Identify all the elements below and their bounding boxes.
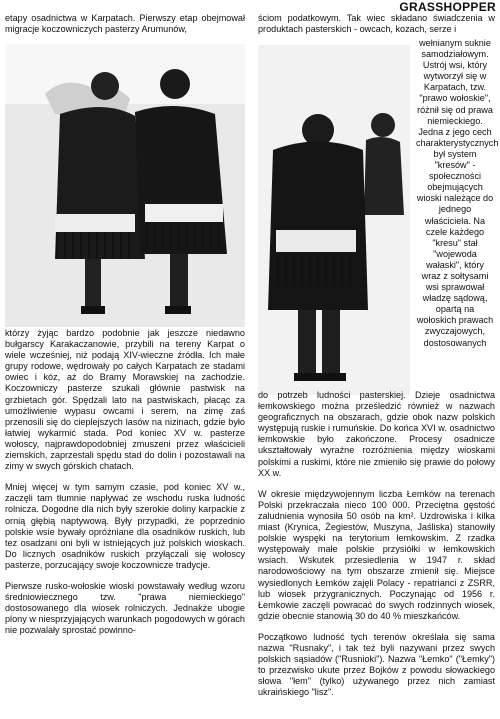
left-column-intro xyxy=(5,13,245,35)
paragraph: ściom podatkowym. Tak wiec składano świadczenia w produktach pasterskich - owcach, kozach, serze i xyxy=(258,13,495,35)
right-column-body xyxy=(258,390,495,698)
paragraph: W okresie międzywojennym liczba Łemków na terenach Polski przekraczała nieco 100 000. Przeciętna gęstość zaludnienia wynosiła 50 osób na km². Uzdrowiska i kilka miast (Krynica, Żegiestów, Muszyna, Jaśliska) stanowiły polskie wyspęki na terytorium łemkowskim. Z rzadka występowały małe polskie przysiółki w łemkowskich wsiach. Wskutek przesiedlenia w 1947 r. skład narodowościowy na tym obszarze zmienił się. Miejsce wysiedlonych Łemków zajęli Polacy - repatrianci z ZSRR, lub wiosek przygranicznych. Poczynając od 1956 r. Łemkowie zaczęli powracać do swych rodzinnych wiosek, gdzie obecnie stanowią 30 do 40 % mieszkańców. xyxy=(258,488,495,621)
paragraph: wełnianym suknie samodziałowym. Ustrój wsi, który wytworzył się w Karpatach, tzw. "prawo wołoskie", różnił się od prawa niemieckiego. Jedna z jego cech charakterystycznych był system "kresów" - społeczności obejmujących wioski należące do jednego właściciela. Na czele każdego "kresu" stał "wojewoda wałaski", który wraz z sołtysami wsi sprawował władzę sądową, opartą na wołoskich prawach zwyczajowych, dostosowanych xyxy=(416,38,499,348)
brand-logo-text: GRASSHOPPER xyxy=(399,0,496,14)
paragraph: którzy żyjąc bardzo podobnie jak jeszcze niedawno bułgarscy Karakaczanowie, przybili na tereny Karpat o wiele wcześniej, niż podają XIV-wieczne źródła. Ich małe grupy rodowe, wędrowały po całych Karpatach ze stadami owiec i kóz, aż do Bramy Morawskiej na zachodzie. Koczowniczy pasterze szukali głównie pastwisk na grzbietach gór. Spędzali lato na pastwiskach, płacąc za umożliwienie wypasu owcami i serem, na zimę zaś przenosili się do cieplejszych lasów na nizinach, gdzie było łatwiej wykarmić stada. Pod koniec XV w. pasterze wołoscy, najprawdopodobniej zmuszeni przez właścicieli ziemskich, zaprzestali spędu stad do dolin i pozostawali na zimy w swych górskich chatach. xyxy=(5,328,245,472)
paragraph: Mniej więcej w tym samym czasie, pod koniec XV w., zaczęli tam tłumnie napływać ze wschodu ruska ludność rolnicza. Dogodne dla nich były szerokie doliny karpackie z ornią głębią naptywową. Były przypadki, że poprzednio polskie wsie bywały opróżniane dla osadników ruskich, lub tez osadzani oni byli w istniejących już polskich wioskach. Do licznych osadników ruskich przyłączali się wołoscy pasterze, porzucający swoje koczownicze tradycje. xyxy=(5,482,245,570)
paragraph: do potrzeb ludności pasterskiej. Dzieje osadnictwa łemkowskiego można prześledzić również w nazwach geograficznych na obszarach, gdzie obok nazw polskich występują ruskie i rumuńskie. Do końca XVI w. osadnictwo łemkowskie było zakończone. Procesy osadnicze ukształtowały wyraźne rozróżnienia między wioskami polskimi a ruskimi, które nie zmieniło się prawie do połowy XX w. xyxy=(258,390,495,478)
right-column-sidebar-text xyxy=(416,38,499,349)
photo-two-shepherds xyxy=(5,44,245,327)
paragraph: Pierwsze rusko-wołoskie wioski powstawały według wzoru średniowiecznego tzw. "prawa niemieckiego" dostosowanego dla wiosek rolniczych. Jednakże ubogie plony w niesprzyjających warunkach pogodowych w górach nie pozwalały sprostać powinno- xyxy=(5,580,245,636)
right-column-intro xyxy=(258,13,495,35)
paragraph: Początkowo ludność tych terenów określała się sama nazwa "Rusnaky", i tak też byli nazywani przez swych polskich sąsiadów ("Rusnioki"). Nazwa "Łemko" ("Łemky") to przezwisko ukute przez Bojków z powodu słowackiego słowa "łem" (tylko) używanego przez nich zamiast ukraińskiego "lisz". xyxy=(258,631,495,698)
photo-shepherd-back xyxy=(258,45,410,395)
left-column-body xyxy=(5,328,245,636)
paragraph: etapy osadnictwa w Karpatach. Pierwszy etap obejmował migracje koczowniczych pasterzy Arumunów, xyxy=(5,13,245,35)
